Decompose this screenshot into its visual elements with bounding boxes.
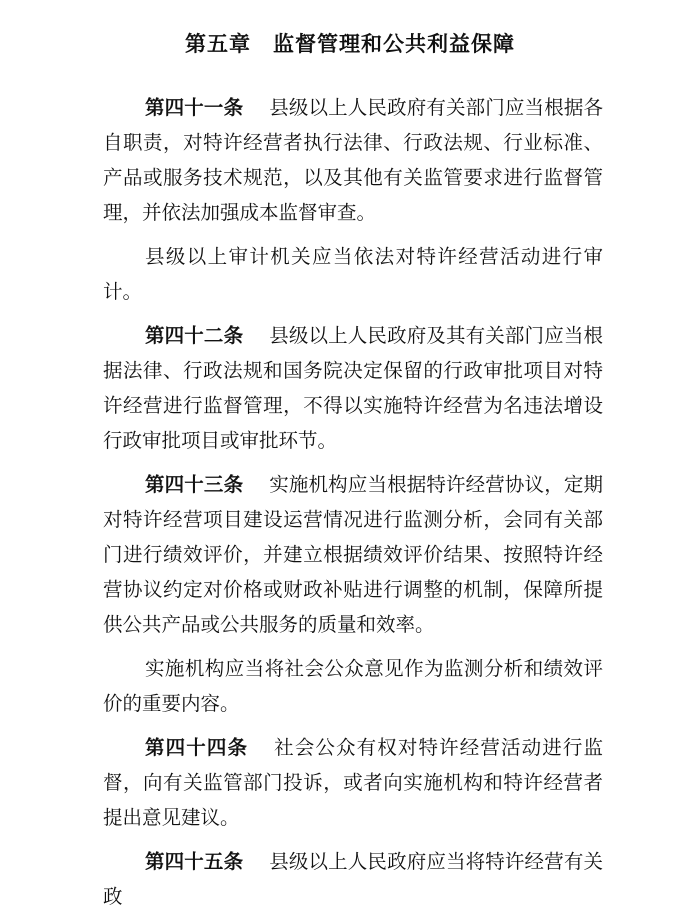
public-opinion-paragraph (103, 651, 603, 721)
article-number: 第四十二条 (145, 324, 244, 347)
article-number: 第四十三条 (145, 473, 244, 496)
article-number: 第四十四条 (145, 736, 249, 759)
article-number: 第四十五条 (145, 850, 244, 873)
article-41-paragraph (103, 90, 603, 230)
article-45-paragraph (103, 844, 603, 914)
paragraph-text: 县级以上审计机关应当依法对特许经营活动进行审计。 (103, 245, 603, 303)
document-body (103, 90, 603, 923)
article-text: 县级以上人民政府及其有关部门应当根据法律、行政法规和国务院决定保留的行政审批项目对特许经营进行监督管理，不得以实施特许经营为名违法增设行政审批项目或审批环节。 (103, 324, 603, 452)
article-number: 第四十一条 (145, 96, 244, 119)
audit-paragraph (103, 239, 603, 309)
article-43-paragraph (103, 467, 603, 642)
paragraph-text: 实施机构应当将社会公众意见作为监测分析和绩效评价的重要内容。 (103, 657, 603, 715)
article-text: 县级以上人民政府应当将特许经营有关政 (103, 850, 603, 908)
chapter-title: 第五章 监督管理和公共利益保障 (185, 32, 515, 56)
article-text: 实施机构应当根据特许经营协议，定期对特许经营项目建设运营情况进行监测分析，会同有关部门进行绩效评价，并建立根据绩效评价结果、按照特许经营协议约定对价格或财政补贴进行调整的机制，保障所提供公共产品或公共服务的质量和效率。 (103, 473, 603, 636)
article-42-paragraph (103, 318, 603, 458)
article-text: 社会公众有权对特许经营活动进行监督，向有关监管部门投诉，或者向实施机构和特许经营者提出意见建议。 (103, 736, 603, 829)
article-text: 县级以上人民政府有关部门应当根据各自职责，对特许经营者执行法律、行政法规、行业标准、产品或服务技术规范，以及其他有关监管要求进行监督管理，并依法加强成本监督审查。 (103, 96, 603, 224)
article-44-paragraph (103, 730, 603, 835)
